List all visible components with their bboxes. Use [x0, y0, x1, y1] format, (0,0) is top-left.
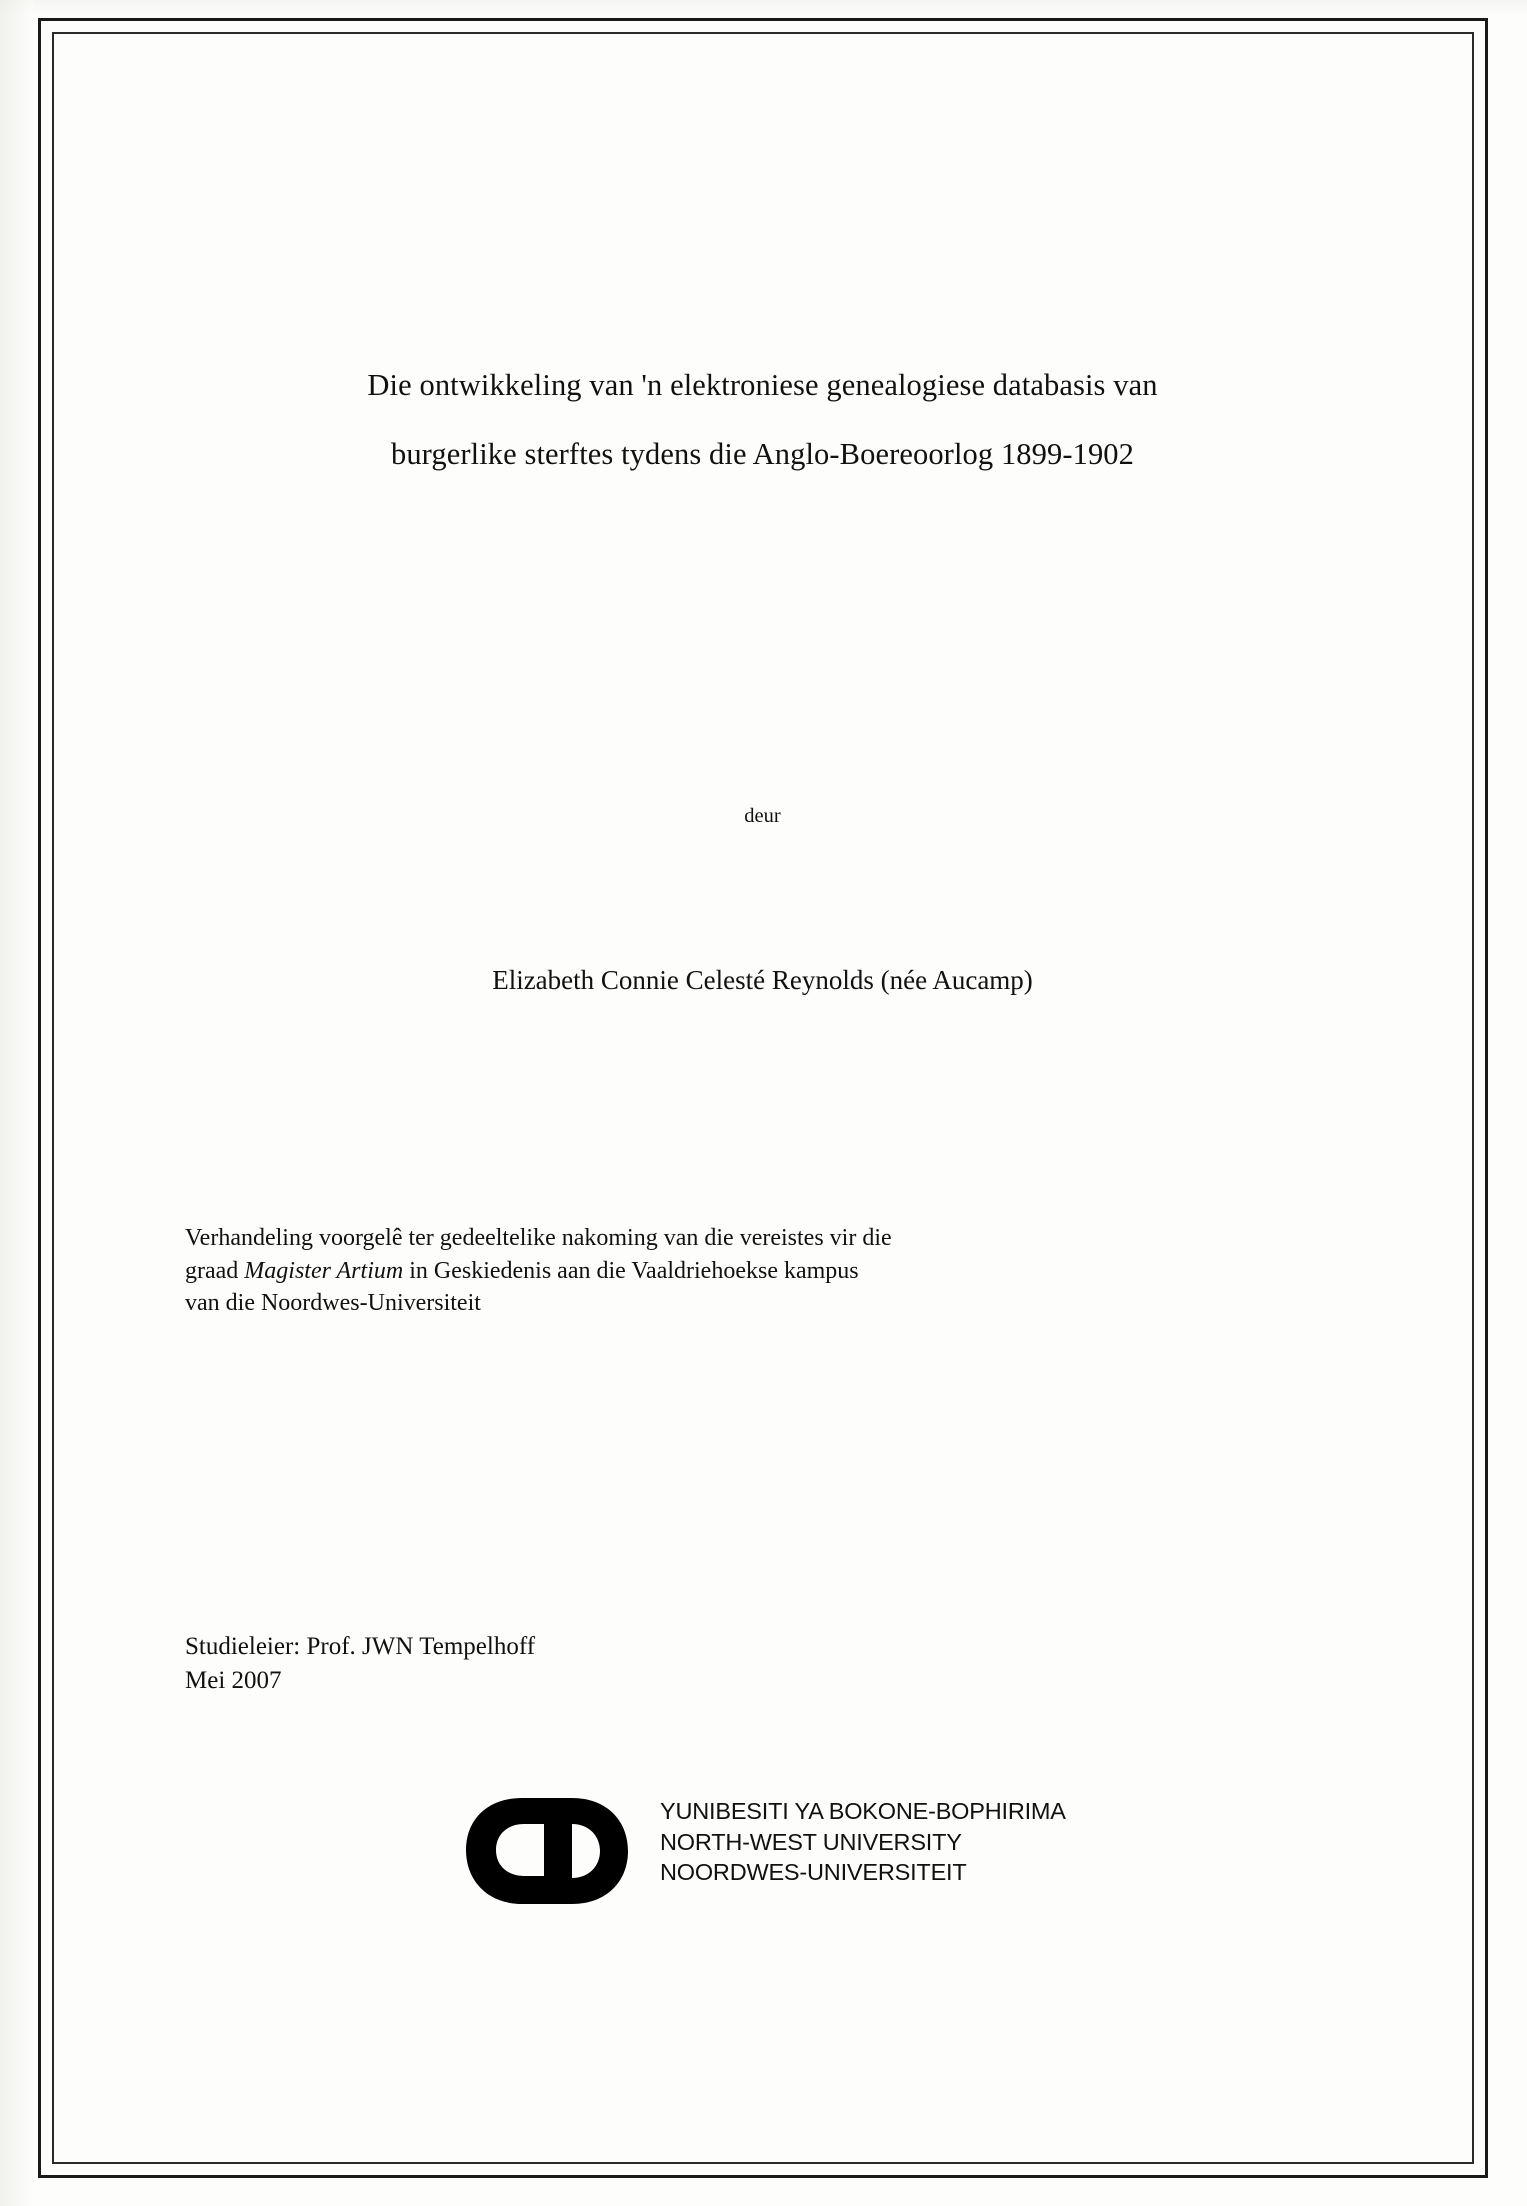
- logo-line-2: NORTH-WEST UNIVERSITY: [660, 1828, 962, 1855]
- supervisor-block: [185, 1630, 1335, 1698]
- date-line: Mei 2007: [185, 1666, 282, 1694]
- author-name: Elizabeth Connie Celesté Reynolds (née Aucamp): [492, 965, 1033, 995]
- degree-statement-line-2: [185, 1255, 1335, 1288]
- title-line-2: burgerlike sterftes tydens die Anglo-Boereoorlog 1899-1902: [390, 436, 1134, 471]
- logo-line-1: YUNIBESITI YA BOKONE-BOPHIRIMA: [660, 1798, 1066, 1824]
- title-page-content: [185, 0, 1340, 2206]
- degree-statement-line-3: van die Noordwes-Universiteit: [185, 1290, 481, 1317]
- university-logo: [460, 1790, 1160, 1920]
- degree-statement: [185, 1222, 1335, 1320]
- page-title: [185, 370, 1340, 469]
- degree-name: Magister Artium: [244, 1257, 404, 1284]
- scan-edge-left: [0, 0, 34, 2206]
- degree-statement-line-2-post: in Geskiedenis aan die Vaaldriehoekse kampus: [403, 1257, 859, 1284]
- logo-line-3: NOORDWES-UNIVERSITEIT: [660, 1859, 967, 1886]
- nwu-emblem-icon: [460, 1792, 655, 1910]
- title-line-1: Die ontwikkeling van 'n elektroniese genealogiese databasis van: [367, 368, 1158, 402]
- degree-statement-line-1: Verhandeling voorgelê ter gedeeltelike nakoming van die vereistes vir die: [185, 1225, 892, 1251]
- by-label: deur: [744, 805, 781, 827]
- supervisor-line: Studieleier: Prof. JWN Tempelhoff: [185, 1633, 536, 1660]
- degree-statement-line-2-pre: graad: [185, 1257, 245, 1284]
- logo-wordmark: [660, 1796, 1066, 1888]
